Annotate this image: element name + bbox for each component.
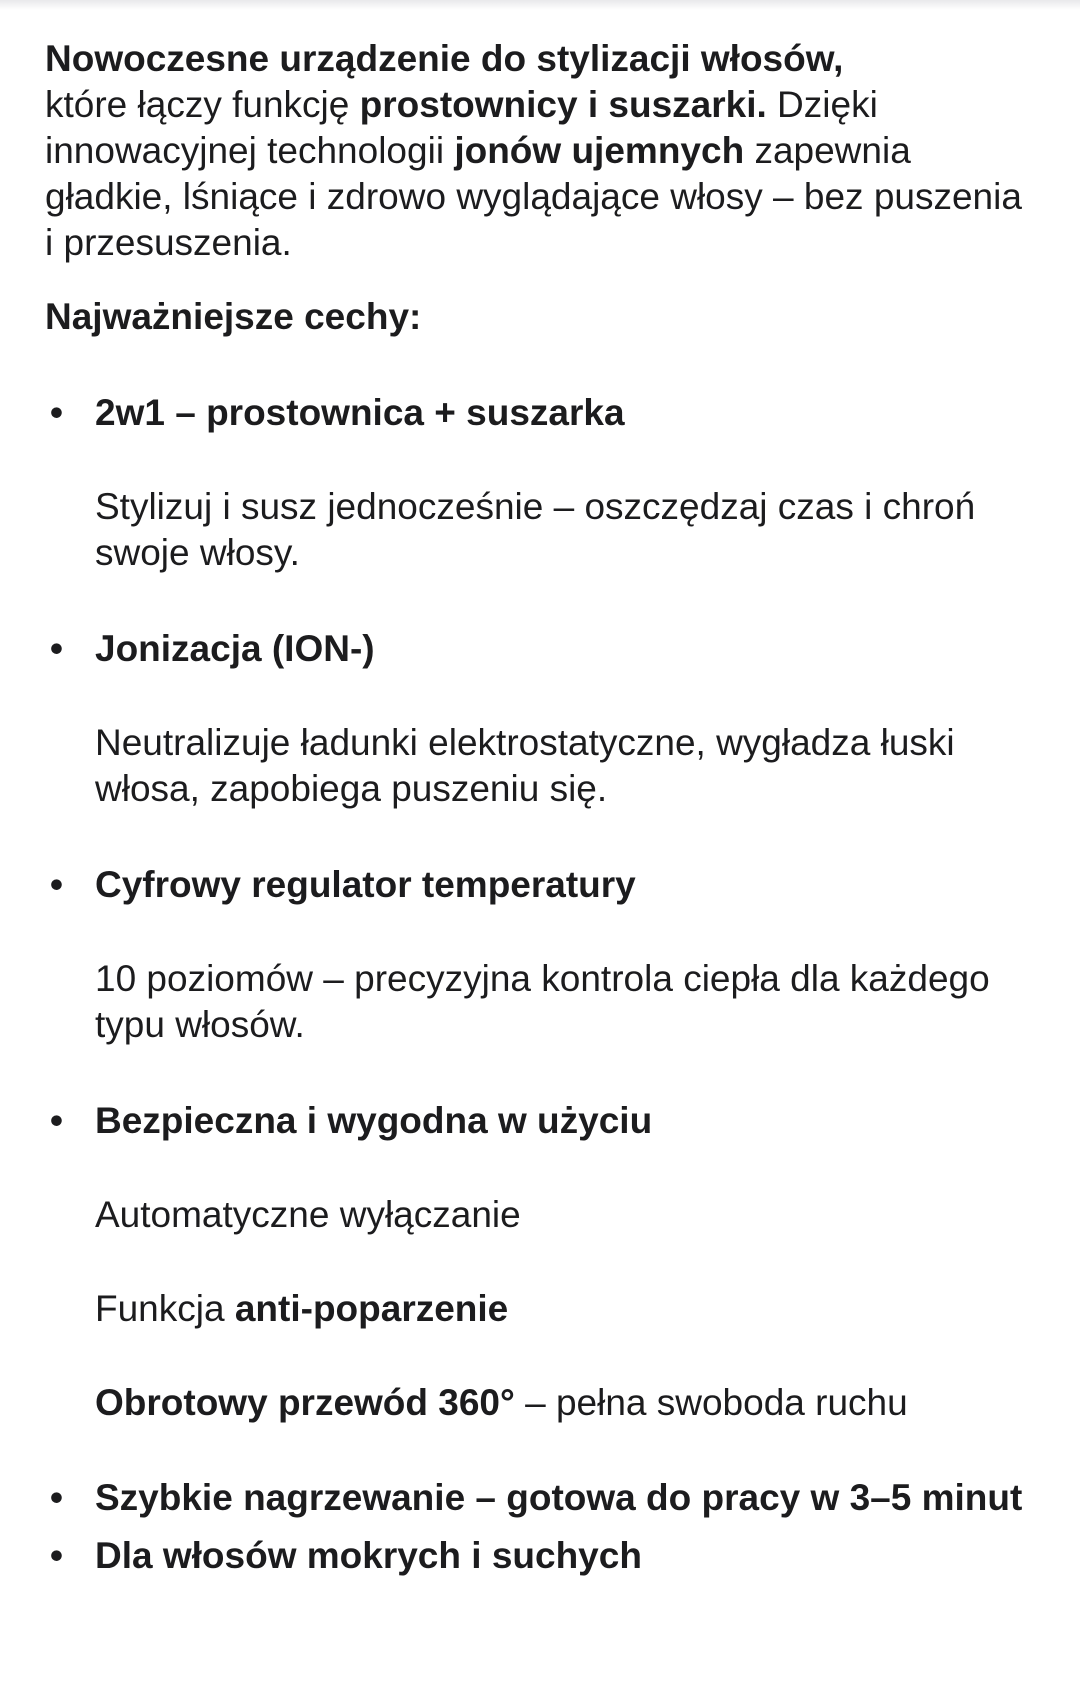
feature-subline-anti-burn <box>95 1286 1035 1332</box>
feature-subline-swivel-cord <box>95 1380 1035 1426</box>
features-heading: Najważniejsze cechy: <box>45 296 422 337</box>
intro-bold-lead: Nowoczesne urządzenie do stylizacji włosów, <box>45 38 844 79</box>
feature-description: 10 poziomów – precyzyjna kontrola ciepła dla każdego typu włosów. <box>95 958 990 1045</box>
feature-title: Szybkie nagrzewanie – gotowa do pracy w 3–5 minut <box>95 1477 1023 1518</box>
intro-text-2: Dzięki innowacyjnej technologii <box>45 84 878 171</box>
subline-bold: Obrotowy przewód 360° <box>95 1382 515 1423</box>
intro-text-1: które łączy funkcję <box>45 84 360 125</box>
bullet-icon: • <box>50 392 63 433</box>
subline-text: – pełna swoboda ruchu <box>514 1382 908 1423</box>
intro-bold-ions: jonów ujemnych <box>454 130 745 171</box>
features-list <box>45 390 1035 1579</box>
feature-subline-auto-off: Automatyczne wyłączanie <box>95 1194 521 1235</box>
subline-bold: anti-poparzenie <box>234 1288 509 1329</box>
feature-title: 2w1 – prostownica + suszarka <box>95 392 625 433</box>
bullet-icon: • <box>50 1477 63 1518</box>
feature-title: Jonizacja (ION-) <box>95 628 375 669</box>
feature-item <box>45 390 1035 576</box>
feature-item <box>45 862 1035 1048</box>
feature-title: Dla włosów mokrych i suchych <box>95 1535 642 1576</box>
feature-item <box>45 1533 1035 1579</box>
intro-paragraph <box>45 36 1035 266</box>
feature-description: Stylizuj i susz jednocześnie – oszczędzaj czas i chroń swoje włosy. <box>95 486 976 573</box>
feature-item <box>45 626 1035 812</box>
bullet-icon: • <box>50 864 63 905</box>
top-edge-shadow <box>0 0 1080 10</box>
bullet-icon: • <box>50 1535 63 1576</box>
product-description <box>45 36 1035 1579</box>
intro-bold-device: prostownicy i suszarki. <box>359 84 767 125</box>
subline-text: Funkcja <box>95 1288 235 1329</box>
feature-item <box>45 1475 1035 1521</box>
feature-title: Bezpieczna i wygodna w użyciu <box>95 1100 653 1141</box>
bullet-icon: • <box>50 628 63 669</box>
feature-description: Neutralizuje ładunki elektrostatyczne, wygładza łuski włosa, zapobiega puszeniu się. <box>95 722 955 809</box>
feature-title: Cyfrowy regulator temperatury <box>95 864 636 905</box>
intro-text-3: zapewnia gładkie, lśniące i zdrowo wyglądające włosy – bez puszenia i przesuszenia. <box>45 130 1022 263</box>
feature-item <box>45 1098 1035 1426</box>
bullet-icon: • <box>50 1100 63 1141</box>
